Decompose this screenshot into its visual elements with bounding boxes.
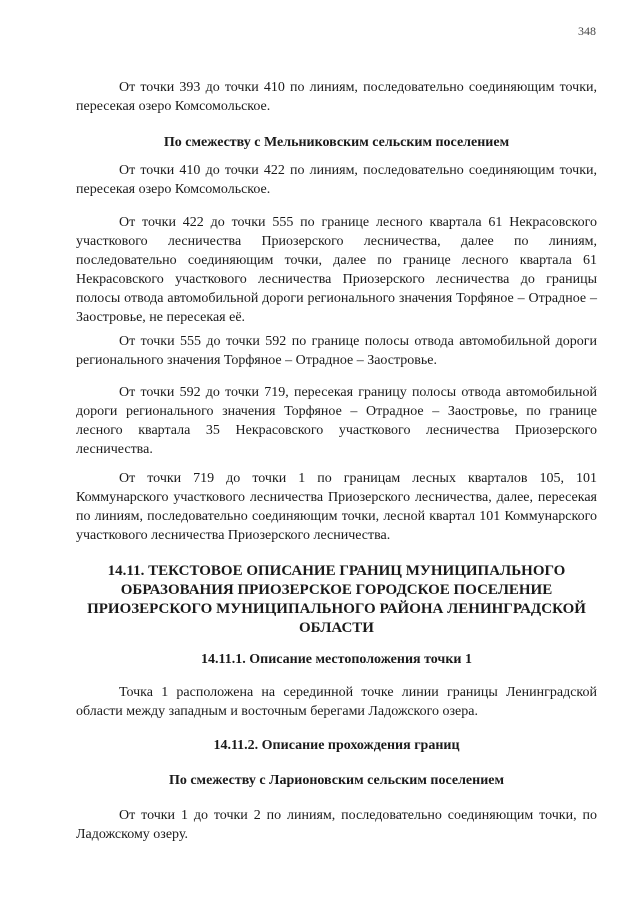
paragraph-719-1: От точки 719 до точки 1 по границам лесных кварталов 105, 101 Коммунарского участкового лесничества Приозерского лесничества, далее, пересекая по линиям, последовательно соединяющим точки, лесной квартал 101 Коммунарского участкового лесничества Приозерского лесничества. xyxy=(76,471,597,543)
paragraph-410-422: От точки 410 до точки 422 по линиям, последовательно соединяющим точки, пересекая озеро Комсомольское. xyxy=(76,163,597,197)
heading-point-location: 14.11.1. Описание местоположения точки 1 xyxy=(201,652,472,667)
heading-melnikovskoe: По смежеству с Мельниковским сельским поселением xyxy=(163,135,510,150)
paragraph-1-2: От точки 1 до точки 2 по линиям, последовательно соединяющим точки, по Ладожскому озеру. xyxy=(76,808,597,842)
paragraph-393-410: От точки 393 до точки 410 по линиям, последовательно соединяющим точки, пересекая озеро Комсомольское. xyxy=(76,80,597,114)
paragraph-592-719: От точки 592 до точки 719, пересекая границу полосы отвода автомобильной дороги регионального значения Торфяное – Отрадное – Заостровье, по границе лесного квартала 35 Некрасовского участкового лесничества Приозерского лесничества. xyxy=(76,385,597,457)
heading-boundary-description: 14.11.2. Описание прохождения границ xyxy=(213,738,460,753)
heading-larionovskoe: По смежеству с Ларионовским сельским поселением xyxy=(168,773,505,788)
paragraph-point-1: Точка 1 расположена на серединной точке линии границы Ленинградской области между западным и восточным берегами Ладожского озера. xyxy=(76,685,597,719)
section-title: 14.11. ТЕКСТОВОЕ ОПИСАНИЕ ГРАНИЦ МУНИЦИПАЛЬНОГО ОБРАЗОВАНИЯ ПРИОЗЕРСКОЕ ГОРОДСКОЕ ПОСЕЛЕНИЕ ПРИОЗЕРСКОГО МУНИЦИПАЛЬНОГО РАЙОНА ЛЕНИНГРАДСКОЙ ОБЛАСТИ xyxy=(87,563,586,636)
page-number: 348 xyxy=(578,24,596,38)
paragraph-422-555: От точки 422 до точки 555 по границе лесного квартала 61 Некрасовского участкового лесничества Приозерского лесничества, далее по линиям, последовательно соединяющим точки, далее по границе лесного квартала 61 Некрасовского участкового лесничества Приозерского лесничества до границы полосы отвода автомобильной дороги регионального значения Торфяное – Отрадное – Заостровье, не пересекая её. xyxy=(76,215,597,325)
paragraph-555-592: От точки 555 до точки 592 по границе полосы отвода автомобильной дороги регионального значения Торфяное – Отрадное – Заостровье. xyxy=(76,334,597,368)
